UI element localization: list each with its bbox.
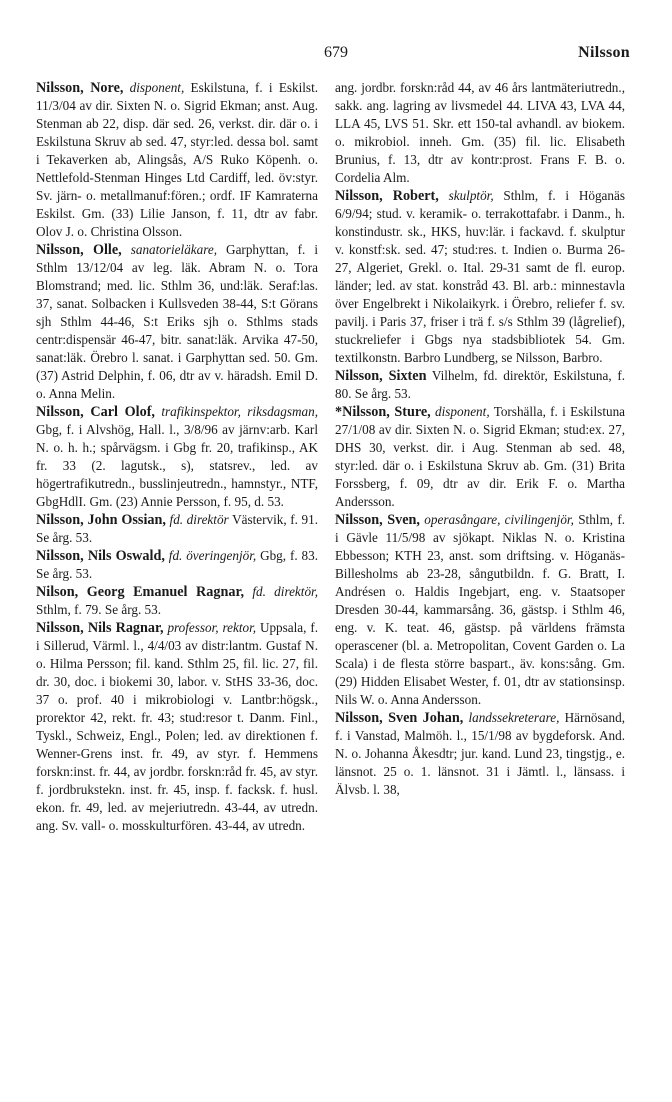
- entry-body: Torshälla, f. i Eskilstuna 27/1/08 av dir. Sixten N. o. Sigrid Ekman; stud:ex. 27, DHS 30, verkst. dir. i Aug. Stenman ab sed. 48, styr:led. där o. i Eskilstuna Skruv ab. Gm. (31) Brita Forssberg, f. 09, dtr av dir. Erik F. o. Martha Andersson.: [335, 404, 626, 509]
- entry-body: Garphyttan, f. i Sthlm 13/12/04 av leg. läk. Abram N. o. Tora Blomstrand; med. lic. Sthlm 36, und:läk. Seraf:las. 37, sanat. Solbacken i Kullsveden 38-44, S:t Görans sjh Sthlm 44-46, S:t Eriks sjh o. Sthlms stads centr:dispensär 46-47, bitr. sanat:läk. Arvika 47-50, sanat:läk. Örebro l. sanat. i Garphyttan sed. 50. Gm. (37) Astrid Delphin, f. 06, dtr av v. häradsh. Emil D. o. Anna Melin.: [36, 242, 319, 401]
- entry-body: Sthlm, f. i Höganäs 6/9/94; stud. v. keramik- o. terrakottafabr. i Danm., h. konstindustr. sk., HKS, huv:lär. i fackavd. f. skulptur v. konstf:sk. sed. 47; stud:res. t. Indien o. Burma 26-27, Algeriet, Grekl. o. Ital. 29-31 samt de fl. europ. länder; led. av stat. konstråd 43. Bl. arb.: minnestavla över Engelbrekt i Nikolaikyrk. i Örebro, reliefer f. sv. pavilj. i Paris 37, friser i trä f. s/s Sthlm 39 (lågrelief), stuckreliefer i Gbgs nya stadsbibliotek 54. Gm. textilkonstn. Barbro Lundberg, se Nilsson, Barbro.: [335, 188, 625, 365]
- biography-entry: [335, 367, 625, 403]
- entry-title: skulptör,: [448, 188, 494, 203]
- running-head: Nilsson: [578, 44, 630, 61]
- entry-body: ang. jordbr. forskn:råd 44, av 46 års lantmäteriutredn., sakk. ang. lagring av livsmedel 44. LIVA 43, LVA 44, LLA 45, LVS 51. Skr. ett 150-tal avhandl. av biokem. o. mikrobiol. inneh. Gm. (35) fil. lic. Elisabeth Brunius, f. 13, dtr av kontr:prost. Frans F. B. o. Cordelia Alm.: [335, 80, 625, 185]
- entry-name: Nilsson, Nils Ragnar,: [36, 620, 164, 636]
- page-number: 679: [324, 44, 348, 61]
- biography-entry: [335, 511, 625, 709]
- entry-body: Sthlm, f. 79. Se årg. 53.: [36, 602, 162, 617]
- entry-title: sanatorieläkare,: [130, 242, 218, 257]
- left-column: [36, 79, 318, 835]
- entry-title: fd. direktör,: [252, 584, 319, 599]
- entry-body: Härnösand, f. i Vanstad, Malmöh. l., 15/1/98 av bygdeforsk. And. N. o. Johanna Åkesdtr; jur. kand. Lund 23, tingstjg., e. länsnot. 25 o. 1. länsnot. 31 i Jämtl. l., länsass. i Älvsb. l. 38,: [335, 710, 625, 797]
- entry-name: Nilsson, Robert,: [335, 188, 439, 204]
- entry-body: Gbg, f. i Alvshög, Hall. l., 3/8/96 av järnv:arb. Karl N. o. h. h.; spårvägsm. i Gbg fr. 20, trafikinsp., AK fr. 33 (2. lagutsk., s), statsrev., led. av högertrafikutredn., busslinjeutredn., hamnstyr., NTF, GbgHdlI. Gm. (23) Annie Persson, f. 95, d. 53.: [36, 422, 318, 509]
- entry-name: Nilsson, Nils Oswald,: [36, 548, 165, 564]
- entry-name: Nilsson, Nore,: [36, 80, 124, 96]
- biography-entry: [335, 709, 625, 799]
- entry-title: fd. överingenjör,: [168, 548, 257, 563]
- entry-body: Gbg, f. 83. Se årg. 53.: [36, 548, 319, 581]
- entry-title: fd. direktör: [169, 512, 229, 527]
- biography-entry: [335, 403, 625, 511]
- biography-entry: [36, 547, 318, 583]
- entry-body: Sthlm, f. i Gävle 11/5/98 av sjökapt. Niklas N. o. Kristina Ebbesson; KTH 23, anst. som driftsing. v. Höganäs-Billesholms ab 23-28, sångutbildn. f. G. Bratt, I. Andrésen o. Haldis Ingebjart, eng. v. Staatsoper Dresden 30-44, kammarsång. 36, gästsp. i Sthlm 46, eng. v. K. teat. 46, gästsp. på världens främsta operascener (bl. a. Metropolitan, Covent Garden o. La Scala) i de flesta större baspart., äv. kons:sång. Gm. (29) Hidden Elisabet Wester, f. 01, dtr av stationsinsp. Nils W. o. Anna Andersson.: [335, 512, 626, 707]
- entry-body: Västervik, f. 91. Se årg. 53.: [36, 512, 318, 545]
- biography-entry: [36, 241, 318, 403]
- entry-title: professor, rektor,: [167, 620, 257, 635]
- entry-title: disponent,: [435, 404, 490, 419]
- entry-body: Vilhelm, fd. direktör, Eskilstuna, f. 80. Se årg. 53.: [335, 368, 626, 401]
- biography-entry: [335, 79, 625, 187]
- biography-entry: [36, 403, 318, 511]
- entry-name: Nilsson, Carl Olof,: [36, 404, 155, 420]
- biography-entry: [335, 187, 625, 367]
- entry-name: Nilsson, Olle,: [36, 242, 122, 258]
- entry-body: Uppsala, f. i Sillerud, Värml. l., 4/4/03 av distr:lantm. Gustaf N. o. Hilma Persson; fil. kand. Sthlm 25, fil. lic. 27, fil. dr. 30, doc. i biokemi 30, labor. v. StHS 33-36, doc. 37 o. prof. 40 i mikrobiologi v. Lantbr:högsk., prorektor 42, rekt. fr. 43; stud:resor t. Danm. Finl., Tyskl., Schweiz, Engl., Polen; led. av direktionen f. Wenner-Grens inst. fr. 49, av styr. f. Hemmens forskn:inst. fr. 44, av jordbr. forskn:råd fr. 45, av styr. f. jordbrukstekn. inst. fr. 45, insp. f. facksk. f. husl. ekon. fr. 49, led. av mejeriutredn. 43-44, av utredn. ang. Sv. vall- o. mosskulturfören. 43-44, av utredn.: [36, 620, 319, 833]
- biography-entry: [36, 619, 318, 835]
- entry-title: landssekreterare,: [468, 710, 560, 725]
- entry-title: disponent,: [129, 80, 185, 95]
- entry-name: Nilsson, Sixten: [335, 368, 427, 384]
- entry-name: Nilsson, Sven Johan,: [335, 710, 464, 726]
- biography-entry: [36, 511, 318, 547]
- entry-name: Nilsson, Sven,: [335, 512, 420, 528]
- entry-title: operasångare, civilingenjör,: [424, 512, 574, 527]
- right-column: [335, 79, 625, 799]
- entry-name: *Nilsson, Sture,: [335, 404, 431, 420]
- entry-name: Nilsson, John Ossian,: [36, 512, 166, 528]
- entry-name: Nilson, Georg Emanuel Ragnar,: [36, 584, 245, 600]
- entry-title: trafikinspektor, riksdagsman,: [161, 404, 318, 419]
- entry-body: Eskilstuna, f. i Eskilst. 11/3/04 av dir. Sixten N. o. Sigrid Ekman; anst. Aug. Stenman ab 22, disp. där sed. 26, verkst. dir. där o. i Eskilstuna Skruv ab sed. 47, styr:led. dessa bol. samt i Tekaverken ab, Alingsås, A/S Ruko Köpenh. o. Nettlefold-Stenman Hinges Ltd Cardiff, led. öv:styr. Sv. järn- o. metallmanuf:fören.; ordf. IF Kamraterna Eskilst. Gm. (33) Lilie Janson, f. 11, dtr av fabr. Olov J. o. Christina Olsson.: [36, 80, 319, 239]
- biography-entry: [36, 583, 318, 619]
- biography-entry: [36, 79, 318, 241]
